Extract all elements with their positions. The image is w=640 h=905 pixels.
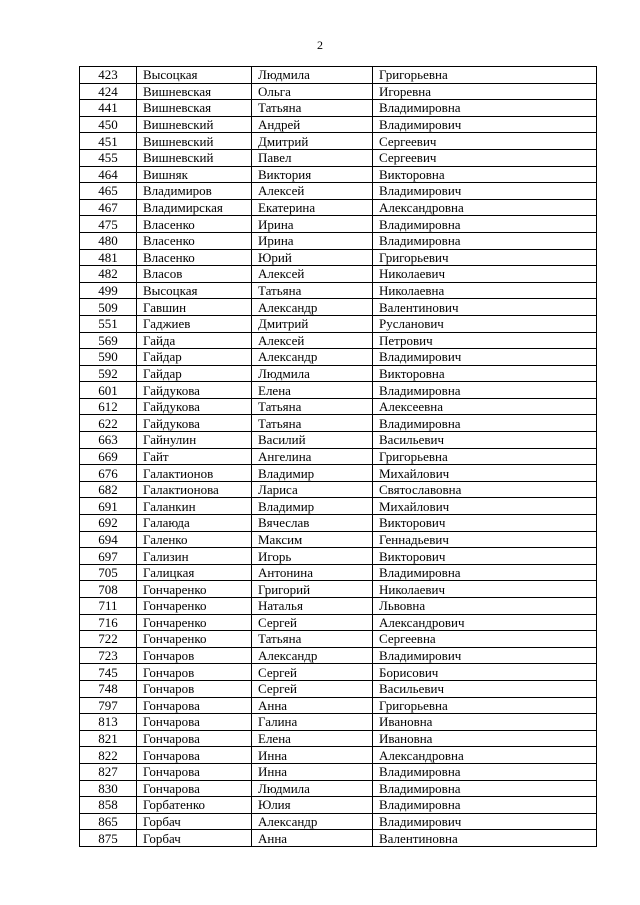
last-name-cell: Гончаренко <box>137 631 252 648</box>
patronymic-cell: Русланович <box>373 315 597 332</box>
table-row <box>80 465 597 482</box>
patronymic-cell: Владимирович <box>373 647 597 664</box>
last-name-cell: Высоцкая <box>137 67 252 84</box>
first-name-cell: Вячеслав <box>252 515 373 532</box>
last-name-cell: Вишневская <box>137 100 252 117</box>
patronymic-cell: Васильевич <box>373 432 597 449</box>
patronymic-cell: Викторович <box>373 548 597 565</box>
table-row <box>80 432 597 449</box>
last-name-cell: Горбатенко <box>137 797 252 814</box>
first-name-cell: Сергей <box>252 614 373 631</box>
first-name-cell: Василий <box>252 432 373 449</box>
table-row <box>80 730 597 747</box>
first-name-cell: Лариса <box>252 481 373 498</box>
record-number-cell: 592 <box>80 365 137 382</box>
last-name-cell: Гайдар <box>137 365 252 382</box>
record-number-cell: 827 <box>80 763 137 780</box>
patronymic-cell: Валентинович <box>373 299 597 316</box>
record-number-cell: 467 <box>80 199 137 216</box>
table-row <box>80 647 597 664</box>
table-row <box>80 714 597 731</box>
patronymic-cell: Владимировна <box>373 216 597 233</box>
table-row <box>80 249 597 266</box>
last-name-cell: Гайдукова <box>137 415 252 432</box>
last-name-cell: Гайт <box>137 448 252 465</box>
last-name-cell: Вишневский <box>137 116 252 133</box>
table-row <box>80 398 597 415</box>
last-name-cell: Гончаренко <box>137 598 252 615</box>
table-row <box>80 299 597 316</box>
table-row <box>80 680 597 697</box>
record-number-cell: 821 <box>80 730 137 747</box>
patronymic-cell: Николаевич <box>373 581 597 598</box>
last-name-cell: Вишняк <box>137 166 252 183</box>
last-name-cell: Владимиров <box>137 183 252 200</box>
record-number-cell: 708 <box>80 581 137 598</box>
patronymic-cell: Николаевич <box>373 266 597 283</box>
first-name-cell: Сергей <box>252 664 373 681</box>
first-name-cell: Галина <box>252 714 373 731</box>
record-number-cell: 682 <box>80 481 137 498</box>
patronymic-cell: Владимировна <box>373 797 597 814</box>
table-row <box>80 183 597 200</box>
first-name-cell: Анна <box>252 697 373 714</box>
table-row <box>80 100 597 117</box>
first-name-cell: Людмила <box>252 365 373 382</box>
patronymic-cell: Григорьевна <box>373 448 597 465</box>
last-name-cell: Гализин <box>137 548 252 565</box>
table-row <box>80 166 597 183</box>
record-number-cell: 622 <box>80 415 137 432</box>
first-name-cell: Татьяна <box>252 631 373 648</box>
first-name-cell: Григорий <box>252 581 373 598</box>
patronymic-cell: Владимирович <box>373 349 597 366</box>
table-row <box>80 581 597 598</box>
last-name-cell: Гончаренко <box>137 614 252 631</box>
record-number-cell: 692 <box>80 515 137 532</box>
table-row <box>80 67 597 84</box>
table-row <box>80 498 597 515</box>
table-row <box>80 448 597 465</box>
last-name-cell: Гончаров <box>137 664 252 681</box>
record-number-cell: 822 <box>80 747 137 764</box>
names-table-body <box>80 67 597 847</box>
patronymic-cell: Николаевна <box>373 282 597 299</box>
patronymic-cell: Владимировна <box>373 780 597 797</box>
last-name-cell: Вишневский <box>137 149 252 166</box>
table-row <box>80 332 597 349</box>
last-name-cell: Гайдукова <box>137 382 252 399</box>
first-name-cell: Сергей <box>252 680 373 697</box>
last-name-cell: Владимирская <box>137 199 252 216</box>
table-row <box>80 116 597 133</box>
last-name-cell: Власенко <box>137 249 252 266</box>
patronymic-cell: Александровна <box>373 199 597 216</box>
last-name-cell: Власенко <box>137 232 252 249</box>
first-name-cell: Александр <box>252 647 373 664</box>
table-row <box>80 349 597 366</box>
first-name-cell: Александр <box>252 813 373 830</box>
last-name-cell: Гончаров <box>137 647 252 664</box>
first-name-cell: Дмитрий <box>252 315 373 332</box>
table-row <box>80 664 597 681</box>
first-name-cell: Александр <box>252 299 373 316</box>
record-number-cell: 676 <box>80 465 137 482</box>
record-number-cell: 748 <box>80 680 137 697</box>
record-number-cell: 663 <box>80 432 137 449</box>
table-row <box>80 149 597 166</box>
patronymic-cell: Валентиновна <box>373 830 597 847</box>
table-row <box>80 830 597 847</box>
first-name-cell: Алексей <box>252 332 373 349</box>
patronymic-cell: Геннадьевич <box>373 531 597 548</box>
first-name-cell: Павел <box>252 149 373 166</box>
patronymic-cell: Викторович <box>373 515 597 532</box>
record-number-cell: 716 <box>80 614 137 631</box>
last-name-cell: Вишневский <box>137 133 252 150</box>
first-name-cell: Игорь <box>252 548 373 565</box>
first-name-cell: Татьяна <box>252 398 373 415</box>
record-number-cell: 424 <box>80 83 137 100</box>
last-name-cell: Гончарова <box>137 763 252 780</box>
record-number-cell: 694 <box>80 531 137 548</box>
record-number-cell: 813 <box>80 714 137 731</box>
table-row <box>80 747 597 764</box>
table-row <box>80 266 597 283</box>
patronymic-cell: Михайлович <box>373 498 597 515</box>
last-name-cell: Власов <box>137 266 252 283</box>
table-row <box>80 133 597 150</box>
last-name-cell: Гончарова <box>137 730 252 747</box>
first-name-cell: Александр <box>252 349 373 366</box>
first-name-cell: Дмитрий <box>252 133 373 150</box>
record-number-cell: 722 <box>80 631 137 648</box>
last-name-cell: Горбач <box>137 830 252 847</box>
first-name-cell: Инна <box>252 747 373 764</box>
record-number-cell: 669 <box>80 448 137 465</box>
last-name-cell: Гончаров <box>137 680 252 697</box>
table-row <box>80 548 597 565</box>
last-name-cell: Гончарова <box>137 697 252 714</box>
first-name-cell: Максим <box>252 531 373 548</box>
table-row <box>80 564 597 581</box>
last-name-cell: Гайнулин <box>137 432 252 449</box>
first-name-cell: Екатерина <box>252 199 373 216</box>
table-row <box>80 83 597 100</box>
table-row <box>80 365 597 382</box>
first-name-cell: Татьяна <box>252 415 373 432</box>
patronymic-cell: Петрович <box>373 332 597 349</box>
patronymic-cell: Владимировна <box>373 564 597 581</box>
patronymic-cell: Ивановна <box>373 730 597 747</box>
patronymic-cell: Сергеевич <box>373 133 597 150</box>
patronymic-cell: Владимировна <box>373 415 597 432</box>
patronymic-cell: Борисович <box>373 664 597 681</box>
patronymic-cell: Михайлович <box>373 465 597 482</box>
patronymic-cell: Сергеевна <box>373 631 597 648</box>
first-name-cell: Владимир <box>252 498 373 515</box>
patronymic-cell: Сергеевич <box>373 149 597 166</box>
last-name-cell: Вишневская <box>137 83 252 100</box>
record-number-cell: 697 <box>80 548 137 565</box>
patronymic-cell: Игоревна <box>373 83 597 100</box>
last-name-cell: Галактионова <box>137 481 252 498</box>
patronymic-cell: Васильевич <box>373 680 597 697</box>
record-number-cell: 441 <box>80 100 137 117</box>
first-name-cell: Елена <box>252 730 373 747</box>
first-name-cell: Ирина <box>252 232 373 249</box>
record-number-cell: 423 <box>80 67 137 84</box>
first-name-cell: Юлия <box>252 797 373 814</box>
record-number-cell: 480 <box>80 232 137 249</box>
record-number-cell: 509 <box>80 299 137 316</box>
first-name-cell: Алексей <box>252 183 373 200</box>
first-name-cell: Юрий <box>252 249 373 266</box>
table-row <box>80 199 597 216</box>
first-name-cell: Наталья <box>252 598 373 615</box>
record-number-cell: 705 <box>80 564 137 581</box>
record-number-cell: 475 <box>80 216 137 233</box>
names-table <box>79 66 597 847</box>
patronymic-cell: Викторовна <box>373 166 597 183</box>
record-number-cell: 465 <box>80 183 137 200</box>
last-name-cell: Горбач <box>137 813 252 830</box>
table-row <box>80 780 597 797</box>
record-number-cell: 858 <box>80 797 137 814</box>
record-number-cell: 451 <box>80 133 137 150</box>
page-number: 2 <box>317 38 323 52</box>
table-row <box>80 216 597 233</box>
record-number-cell: 875 <box>80 830 137 847</box>
patronymic-cell: Львовна <box>373 598 597 615</box>
record-number-cell: 723 <box>80 647 137 664</box>
last-name-cell: Гайдукова <box>137 398 252 415</box>
first-name-cell: Татьяна <box>252 100 373 117</box>
last-name-cell: Гончарова <box>137 780 252 797</box>
patronymic-cell: Александровна <box>373 747 597 764</box>
first-name-cell: Ирина <box>252 216 373 233</box>
first-name-cell: Ангелина <box>252 448 373 465</box>
last-name-cell: Галенко <box>137 531 252 548</box>
last-name-cell: Гончарова <box>137 747 252 764</box>
first-name-cell: Людмила <box>252 780 373 797</box>
table-row <box>80 813 597 830</box>
record-number-cell: 499 <box>80 282 137 299</box>
patronymic-cell: Григорьевич <box>373 249 597 266</box>
record-number-cell: 745 <box>80 664 137 681</box>
first-name-cell: Елена <box>252 382 373 399</box>
last-name-cell: Власенко <box>137 216 252 233</box>
first-name-cell: Антонина <box>252 564 373 581</box>
first-name-cell: Анна <box>252 830 373 847</box>
patronymic-cell: Владимировна <box>373 100 597 117</box>
record-number-cell: 481 <box>80 249 137 266</box>
last-name-cell: Гончаренко <box>137 581 252 598</box>
patronymic-cell: Григорьевна <box>373 67 597 84</box>
table-row <box>80 631 597 648</box>
first-name-cell: Татьяна <box>252 282 373 299</box>
record-number-cell: 455 <box>80 149 137 166</box>
record-number-cell: 830 <box>80 780 137 797</box>
patronymic-cell: Ивановна <box>373 714 597 731</box>
last-name-cell: Гайдар <box>137 349 252 366</box>
record-number-cell: 569 <box>80 332 137 349</box>
first-name-cell: Андрей <box>252 116 373 133</box>
patronymic-cell: Алексеевна <box>373 398 597 415</box>
last-name-cell: Галактионов <box>137 465 252 482</box>
first-name-cell: Владимир <box>252 465 373 482</box>
table-row <box>80 315 597 332</box>
table-row <box>80 382 597 399</box>
first-name-cell: Алексей <box>252 266 373 283</box>
record-number-cell: 797 <box>80 697 137 714</box>
table-row <box>80 614 597 631</box>
first-name-cell: Ольга <box>252 83 373 100</box>
patronymic-cell: Владимирович <box>373 813 597 830</box>
table-row <box>80 763 597 780</box>
last-name-cell: Гавшин <box>137 299 252 316</box>
patronymic-cell: Святославовна <box>373 481 597 498</box>
record-number-cell: 711 <box>80 598 137 615</box>
record-number-cell: 612 <box>80 398 137 415</box>
table-row <box>80 232 597 249</box>
first-name-cell: Людмила <box>252 67 373 84</box>
patronymic-cell: Григорьевна <box>373 697 597 714</box>
record-number-cell: 601 <box>80 382 137 399</box>
last-name-cell: Галанкин <box>137 498 252 515</box>
record-number-cell: 590 <box>80 349 137 366</box>
patronymic-cell: Владимировна <box>373 382 597 399</box>
patronymic-cell: Владимировна <box>373 763 597 780</box>
patronymic-cell: Владимирович <box>373 116 597 133</box>
patronymic-cell: Владимирович <box>373 183 597 200</box>
last-name-cell: Гончарова <box>137 714 252 731</box>
table-row <box>80 697 597 714</box>
last-name-cell: Галаюда <box>137 515 252 532</box>
record-number-cell: 450 <box>80 116 137 133</box>
table-row <box>80 481 597 498</box>
patronymic-cell: Викторовна <box>373 365 597 382</box>
last-name-cell: Высоцкая <box>137 282 252 299</box>
patronymic-cell: Владимировна <box>373 232 597 249</box>
last-name-cell: Гаджиев <box>137 315 252 332</box>
last-name-cell: Галицкая <box>137 564 252 581</box>
table-row <box>80 797 597 814</box>
record-number-cell: 464 <box>80 166 137 183</box>
table-row <box>80 282 597 299</box>
table-row <box>80 515 597 532</box>
table-row <box>80 598 597 615</box>
record-number-cell: 865 <box>80 813 137 830</box>
first-name-cell: Виктория <box>252 166 373 183</box>
record-number-cell: 482 <box>80 266 137 283</box>
record-number-cell: 691 <box>80 498 137 515</box>
record-number-cell: 551 <box>80 315 137 332</box>
table-row <box>80 531 597 548</box>
first-name-cell: Инна <box>252 763 373 780</box>
table-row <box>80 415 597 432</box>
patronymic-cell: Александрович <box>373 614 597 631</box>
last-name-cell: Гайда <box>137 332 252 349</box>
